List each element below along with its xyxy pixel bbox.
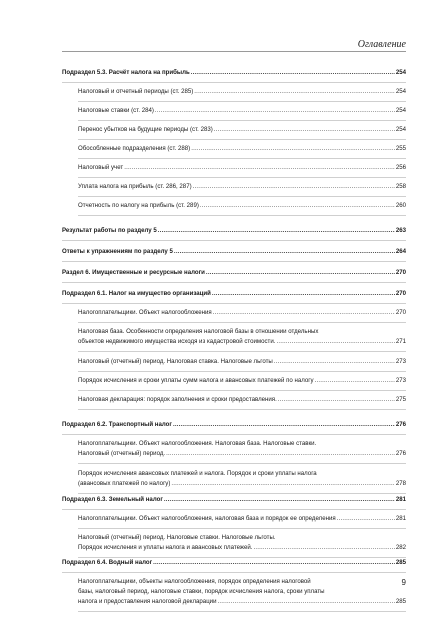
toc-entry-title: Подраздел 6.4. Водный налог [62,559,153,566]
toc-separator [78,158,406,159]
toc-separator [62,282,406,283]
toc-separator [78,611,406,612]
toc-entry-page: 275 [395,396,406,403]
toc-entry-page: 278 [395,480,406,487]
dot-leader [155,106,395,116]
toc-entry[interactable] [78,182,406,192]
toc-entry-page: 254 [395,107,406,114]
toc-entry[interactable] [78,308,406,318]
toc-entry-page: 282 [395,544,406,551]
toc-separator [78,101,406,102]
dot-leader [278,395,395,405]
toc-separator [62,572,406,573]
toc-entry-title: Налогоплательщики. Объект налогообложения [78,309,212,316]
dot-leader [200,201,395,211]
toc-entry[interactable] [78,106,406,116]
dot-leader [173,420,395,430]
toc-entry-title-line: Налоговый (отчетный) период. Налоговые ставки. Налоговые льготы. [78,534,276,541]
dot-leader [166,449,395,459]
toc-entry[interactable] [78,439,406,459]
toc-entry[interactable] [78,376,406,386]
toc-entry-page: 264 [395,248,406,255]
dot-leader [213,308,395,318]
toc-entry-page: 276 [395,421,406,428]
toc-entry[interactable] [78,357,406,367]
toc-entry-page: 271 [395,338,406,345]
toc-entry[interactable] [62,247,406,257]
dot-leader [191,144,395,154]
toc-separator [78,528,406,529]
dot-leader [191,68,395,78]
toc-entry-title: Обособленные подразделения (ст. 288) [78,145,191,152]
toc-entry-page: 258 [395,183,406,190]
dot-leader [164,495,395,505]
toc-entry-title: налога и предоставления налоговой декларации [78,598,217,605]
dot-leader [276,337,394,347]
toc-entry[interactable] [78,514,406,524]
toc-separator [62,82,406,83]
dot-leader [214,125,395,135]
toc-entry-page: 254 [395,126,406,133]
toc-entry-title-line: Порядок исчисления авансовых платежей и налога. Порядок и сроки уплаты налога [78,470,317,477]
toc-entry-page: 273 [395,358,406,365]
dot-leader [253,543,394,553]
toc-entry-title-line: Налогоплательщики. Объект налогообложения. Налоговая база. Налоговые ставки. [78,440,317,447]
toc-entry-page: 281 [395,496,406,503]
dot-leader [193,182,395,192]
toc-entry[interactable] [62,558,406,568]
toc-separator [62,303,406,304]
toc-separator [78,351,406,352]
toc-entry[interactable] [78,144,406,154]
dot-leader [124,163,395,173]
dot-leader [212,289,395,299]
dot-leader [158,226,395,236]
toc-entry-page: 254 [395,88,406,95]
toc-entry-page: 285 [395,598,406,605]
toc-entry-title: Налоговый (отчетный) период. [78,450,166,457]
toc-entry[interactable] [62,68,406,78]
toc-entry-page: 263 [395,227,406,234]
dot-leader [218,597,395,607]
toc-separator [78,177,406,178]
dot-leader [153,558,395,568]
toc-entry-title: Подраздел 5.3. Расчёт налога на прибыль [62,69,190,76]
toc-entry-title: Раздел 6. Имущественные и ресурсные налоги [62,269,205,276]
toc-entry[interactable] [78,577,406,607]
toc-entry[interactable] [78,395,406,405]
toc-entry-title: Налоговый учет [78,164,124,171]
toc-entry-title: Отчетность по налогу на прибыль (ст. 289) [78,202,199,209]
toc-entry-page: 256 [395,164,406,171]
toc-entry-title: Налогоплательщики. Объект налогообложения, налоговая база и порядок ее определения [78,515,336,522]
toc-entry[interactable] [62,268,406,278]
toc-entry-title-line: базы, налоговый период, налоговые ставки, порядок исчисления налога, сроки уплаты [78,588,325,595]
toc-entry-title: Подраздел 6.3. Земельный налог [62,496,163,503]
toc-entry-page: 270 [395,290,406,297]
toc-entry-title: Подраздел 6.1. Налог на имущество организаций [62,290,211,297]
toc-entry-page: 273 [395,377,406,384]
toc-entry-title: Результат работы по разделу 5 [62,227,157,234]
toc-separator [78,371,406,372]
toc-entry[interactable] [78,163,406,173]
toc-entry-title: Подраздел 6.2. Транспортный налог [62,421,172,428]
toc-separator [78,390,406,391]
toc-separator [62,240,406,241]
toc-entry-title: Порядок исчисления и сроки уплаты сумм налога и авансовых платежей по налогу [78,377,314,384]
toc-entry[interactable] [78,125,406,135]
dot-leader [274,357,395,367]
toc-entry-page: 276 [395,450,406,457]
toc-entry[interactable] [78,201,406,211]
toc-entry[interactable] [78,469,406,489]
toc-separator [78,322,406,323]
toc-entry-title: Налоговый и отчетный периоды (ст. 285) [78,88,194,95]
toc-entry-page: 254 [395,69,406,76]
toc-entry-title: Ответы к упражнениям по разделу 5 [62,248,173,255]
toc-entry[interactable] [62,495,406,505]
dot-leader [171,479,394,489]
toc-entry-title-line: Налогоплательщики, объекты налогообложения, порядок определения налоговой [78,578,311,585]
toc-separator [62,261,406,262]
toc-entry-title: Налоговые ставки (ст. 284) [78,107,154,114]
toc-entry-title: Перенос убытков на будущие периоды (ст. 283) [78,126,213,133]
toc-separator [62,434,406,435]
toc-entry-page: 270 [395,309,406,316]
dot-leader [174,247,395,257]
toc-separator [78,120,406,121]
toc-entry[interactable] [62,226,406,236]
toc-entry-title: Уплата налога на прибыль (ст. 286, 287) [78,183,192,190]
toc-entry-title-line: Налоговая база. Особенности определения налоговой базы в отношении отдельных [78,328,319,335]
toc-separator [78,196,406,197]
toc-entry-page: 285 [395,559,406,566]
dot-leader [206,268,395,278]
header-divider [62,51,406,52]
toc-entry[interactable] [78,87,406,97]
toc-separator [78,139,406,140]
toc-separator [62,509,406,510]
toc-entry-title: объектов недвижимого имущества исходя из кадастровой стоимости. [78,338,276,345]
toc-entry[interactable] [78,533,406,553]
toc-entry-page: 270 [395,269,406,276]
toc-entry-title: (авансовых платежей по налогу) [78,480,171,487]
page-header-title: Оглавление [357,39,406,50]
toc-entry-title: Налоговый (отчетный) период. Налоговая ставка. Налоговые льготы [78,358,273,365]
toc-separator [78,409,406,410]
toc-entry[interactable] [62,289,406,299]
toc-entry[interactable] [78,327,406,347]
toc-entry-page: 281 [395,515,406,522]
dot-leader [194,87,395,97]
dot-leader [337,514,395,524]
dot-leader [315,376,395,386]
toc-entry-title: Налоговая декларация: порядок заполнения и сроки предоставления. [78,396,277,403]
toc-entry-page: 260 [395,202,406,209]
toc-separator [78,493,406,494]
toc-entry-page: 255 [395,145,406,152]
toc-entry[interactable] [62,420,406,430]
toc-separator [78,463,406,464]
toc-entry-title: Порядок исчисления и уплаты налога и авансовых платежей. [78,544,253,551]
page-number: 9 [401,578,406,587]
toc-separator [78,215,406,216]
